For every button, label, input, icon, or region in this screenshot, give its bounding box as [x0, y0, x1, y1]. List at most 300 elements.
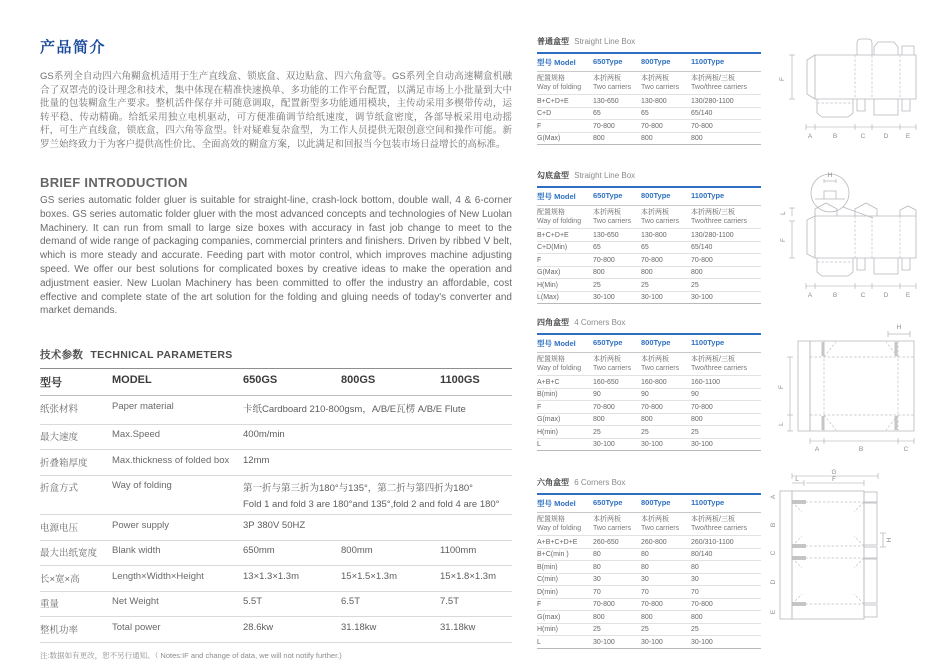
dim-label: H(min) — [537, 626, 558, 633]
header-model: 型号 Model — [537, 499, 576, 508]
value-650: 800 — [593, 269, 605, 276]
config-label: 配置规格 Way of folding — [537, 209, 582, 225]
value-650: 130-650 — [593, 231, 619, 239]
value-650: 65 — [593, 110, 601, 117]
value-800: 800 — [641, 613, 653, 621]
value-1100: 25 — [691, 626, 699, 633]
header-800type: 800Type — [641, 338, 671, 347]
value-800: 80 — [641, 551, 649, 558]
dim-label-f: F — [778, 385, 785, 389]
value-650: 30-100 — [593, 294, 615, 301]
param-values — [243, 622, 512, 638]
box-spec-table — [537, 493, 761, 649]
param-value-650: 650mm — [243, 545, 275, 557]
technical-parameters-table — [40, 368, 512, 643]
dim-label: G(Max) — [537, 269, 561, 276]
dim-label: A+B+C — [537, 378, 560, 386]
value-800: 260-800 — [641, 538, 667, 546]
dim-label: G(max) — [537, 416, 561, 423]
config-1100: 本折两板/三板 Two/three carriers — [691, 75, 748, 91]
dim-label: F — [537, 256, 542, 264]
param-value-1100 — [440, 429, 512, 445]
value-800: 800 — [641, 416, 653, 423]
box-title-cn: 六角盒型 — [537, 478, 569, 487]
value-650: 30-100 — [593, 638, 615, 646]
header-800type: 800Type — [641, 498, 671, 507]
crash-lock-box-diagram — [770, 166, 922, 306]
dim-label-c: C — [860, 133, 866, 140]
value-650: 130-650 — [593, 97, 619, 105]
value-650: 70-800 — [593, 601, 615, 608]
header-1100type: 1100Type — [691, 338, 725, 347]
box-table-row — [537, 624, 761, 637]
header-model: 型号 Model — [537, 58, 576, 67]
box-table-row — [537, 95, 761, 108]
header-model-en: MODEL — [112, 374, 152, 387]
tech-heading-en: TECHNICAL PARAMETERS — [90, 349, 233, 362]
param-values — [243, 520, 512, 536]
header-650type: 650Type — [593, 57, 623, 66]
value-650: 800 — [593, 135, 605, 142]
param-values — [243, 429, 512, 445]
value-1100: 70-800 — [691, 601, 713, 608]
value-1100: 30-100 — [691, 638, 713, 646]
header-800type: 800Type — [641, 57, 671, 66]
dim-label: L — [537, 441, 541, 448]
param-value-800 — [341, 401, 440, 420]
value-800: 90 — [641, 391, 649, 398]
value-800: 130-800 — [641, 231, 667, 239]
param-value-650: 13×1.3×1.3m — [243, 570, 299, 582]
dim-label: L — [537, 638, 541, 646]
box-table-body — [537, 229, 761, 303]
box-table-row — [537, 599, 761, 612]
param-name-cn: 长×宽×高 — [40, 573, 80, 585]
header-models — [243, 374, 512, 386]
param-value-1100: 1100mm — [440, 545, 477, 557]
box-table-row — [537, 133, 761, 145]
box-config-row — [537, 513, 761, 537]
dim-label-a: A — [814, 446, 820, 453]
param-value-650: 5.5T — [243, 596, 263, 608]
value-800: 25 — [641, 281, 649, 289]
dim-label-d: D — [883, 133, 889, 140]
value-650: 260-650 — [593, 538, 619, 546]
param-values — [243, 455, 512, 471]
dim-label-d: D — [770, 579, 777, 585]
param-value-800: 800mm — [341, 545, 373, 557]
dim-label: C+D(Min) — [537, 244, 568, 251]
param-value-650: 400m/min — [243, 429, 285, 441]
box-table-row — [537, 414, 761, 427]
value-1100: 130/280-1100 — [691, 97, 734, 105]
tech-heading-cn: 技术参数 — [40, 349, 84, 362]
four-corners-box-diagram — [770, 313, 922, 455]
value-800: 800 — [641, 269, 653, 276]
config-1100: 本折两板/三板 Two/three carriers — [691, 209, 748, 225]
value-650: 800 — [593, 416, 605, 423]
header-model: 型号 Model — [537, 192, 576, 201]
value-800: 80 — [641, 563, 649, 571]
value-1100: 80 — [691, 563, 699, 571]
header-model: 型号 Model — [537, 339, 576, 348]
param-value-1100: 31.18kw — [440, 621, 476, 633]
dim-label-c: C — [770, 550, 777, 556]
param-value-1100: 7.5T — [440, 596, 460, 608]
config-800: 本折两板 Two carriers — [641, 516, 680, 532]
box-table-row — [537, 242, 761, 255]
box-title-cn: 普通盒型 — [537, 37, 569, 46]
dim-label-d: D — [883, 292, 889, 299]
product-intro-body-cn: GS系列全自动四六角糊盒机适用于生产直线盒、锁底盒、双边贴盒、四六角盒等。GS系列全自动高速糊盒机融合了双罩壳的设计理念和技术，集中体现在精准快速换单、多功能的工作平台配置，以满足市场上小批量到大中批量的包装糊盒生产要求。整机活件保存并可随意调取，配置新型多功能通用模块，主传动采用多楔带传动，运转平稳、传动精确。给纸采用独立电机驱动，可方便准确调节给纸速度，调节纸盒密度，各部导板采用电动摇杆，可生产直线盒，锁底盒，四六角等盒型。针对疑难复杂盒型，为工作人员提供无限创意空间和操作可能。新罗兰始终致力于为客户提供高性价比、全面高效的糊盒方案，以此满足和回报当今包装市场日益增长的高标准。 — [40, 71, 512, 150]
dim-label: C+D — [537, 110, 552, 117]
header-800type: 800Type — [641, 191, 671, 200]
box-table-row — [537, 636, 761, 648]
value-800: 30 — [641, 576, 649, 583]
value-1100: 30 — [691, 576, 699, 583]
box-config-row — [537, 353, 761, 377]
value-800: 160-800 — [641, 378, 667, 386]
param-value-650: 12mm — [243, 454, 270, 466]
param-name-cn: 最大速度 — [40, 432, 79, 444]
dim-label: G(Max) — [537, 135, 561, 142]
value-650: 160-650 — [593, 378, 619, 386]
param-values — [243, 480, 512, 510]
dim-label-a: A — [770, 494, 777, 500]
value-800: 800 — [641, 135, 653, 142]
box-table-row — [537, 611, 761, 624]
header-650type: 650Type — [593, 191, 623, 200]
value-800: 70 — [641, 588, 649, 596]
value-800: 70-800 — [641, 601, 663, 608]
param-value-650: 28.6kw — [243, 621, 274, 633]
product-intro-body-en: GS series automatic folder gluer is suitable for straight-line, crash-lock bottom, double wall, 4 & 6-corner boxes. GS series automatic folder gluer with the most advanced concepts and technologies of New Luolan Machinery. It can run from small to large size boxes with accuracy in fast job change to meet to the demand of wide range of packaging companies, commercial printers and finishers. Driven by ribbed V belt, which is more steady and accurate. Feeding part with motor control, which improves machine adjusting speed. We offer our best solutions for complicated boxes by creative ideas to make the operation and adjustment easier. New Luolan Machinery has been committed to offer the industry an affordable, cost effective and complete state of the art solution for the folding and gluing needs of today's converter and market demands. — [40, 195, 512, 317]
config-650: 本折两板 Two carriers — [593, 516, 632, 532]
value-1100: 800 — [691, 269, 703, 276]
box-spec-table — [537, 52, 761, 145]
dim-label-a: A — [807, 133, 813, 140]
param-value-800: 15×1.5×1.3m — [341, 570, 397, 582]
param-name-cn: 最大出纸宽度 — [40, 548, 98, 560]
tech-table-header-row — [40, 368, 512, 396]
box-table-header-row — [537, 335, 761, 353]
box-title-en: Straight Line Box — [574, 171, 636, 180]
param-values — [243, 571, 512, 587]
dim-label-f: F — [780, 238, 787, 242]
tech-table-row — [40, 541, 512, 567]
dim-label: A+B+C+D+E — [537, 538, 578, 546]
param-name-cn: 电源电压 — [40, 522, 79, 534]
dim-label: G(max) — [537, 613, 561, 621]
box-title-cn: 四角盒型 — [537, 318, 569, 327]
value-1100: 70-800 — [691, 256, 713, 264]
box-title-en: Straight Line Box — [574, 37, 636, 46]
box-table-row — [537, 549, 761, 562]
brief-introduction-title: BRIEF INTRODUCTION — [40, 175, 188, 190]
param-value-1100 — [440, 401, 512, 420]
box-section-6-corners — [537, 469, 925, 649]
box-table-body — [537, 95, 761, 144]
tech-table-row — [40, 425, 512, 451]
value-1100: 800 — [691, 135, 703, 142]
value-650: 70 — [593, 588, 601, 596]
box-table-header-row — [537, 188, 761, 206]
value-1100: 25 — [691, 281, 699, 289]
value-1100: 25 — [691, 428, 699, 436]
box-section-crash-lock — [537, 170, 925, 304]
box-section-straight-line — [537, 36, 925, 145]
param-value-650: 第一折与第三折为180°与135°，第二折与第四折为180° Fold 1 and fold 3 are 180°and 135°,fold 2 and fold 4 are 180° — [243, 483, 500, 511]
value-650: 800 — [593, 613, 605, 621]
param-name-en: Blank width — [112, 545, 161, 557]
value-650: 25 — [593, 626, 601, 633]
dim-label-b: B — [770, 522, 777, 528]
dim-label-c: C — [860, 292, 866, 299]
value-650: 70-800 — [593, 122, 615, 130]
box-table-row — [537, 279, 761, 292]
value-1100: 80/140 — [691, 551, 713, 558]
box-table-row — [537, 120, 761, 133]
tech-table-body — [40, 396, 512, 643]
dim-label-e: E — [905, 133, 911, 140]
dim-label: B+C+D+E — [537, 231, 569, 239]
dim-label-c: C — [903, 446, 909, 453]
param-values — [243, 596, 512, 612]
value-650: 30 — [593, 576, 601, 583]
value-650: 80 — [593, 563, 601, 571]
dim-label-b: B — [832, 133, 838, 140]
value-1100: 70-800 — [691, 403, 713, 411]
config-800: 本折两板 Two carriers — [641, 356, 680, 372]
value-1100: 260/310-1100 — [691, 538, 734, 546]
tech-table-row — [40, 450, 512, 476]
box-section-4-corners — [537, 317, 925, 451]
box-title-en: 4 Corners Box — [574, 318, 626, 327]
header-1100type: 1100Type — [691, 191, 725, 200]
param-name-cn: 折叠箱厚度 — [40, 457, 88, 469]
param-name-en: Power supply — [112, 519, 170, 531]
box-table-row — [537, 389, 761, 402]
param-value-800: 31.18kw — [341, 621, 377, 633]
box-table-body — [537, 536, 761, 648]
box-table-row — [537, 561, 761, 574]
config-650: 本折两板 Two carriers — [593, 356, 632, 372]
value-800: 30-100 — [641, 294, 663, 301]
tech-table-row — [40, 396, 512, 425]
value-650: 90 — [593, 391, 601, 398]
header-800gs: 800GS — [341, 374, 376, 387]
box-spec-table — [537, 186, 761, 304]
param-value-800: 6.5T — [341, 596, 361, 608]
param-values — [243, 401, 512, 420]
value-1100: 90 — [691, 391, 699, 398]
config-800: 本折两板 Two carriers — [641, 209, 680, 225]
config-650: 本折两板 Two carriers — [593, 75, 632, 91]
dim-label: H(min) — [537, 428, 558, 436]
value-1100: 130/280-1100 — [691, 231, 734, 239]
param-value-1100 — [440, 455, 512, 471]
dim-label-h: H — [827, 172, 833, 179]
value-800: 30-100 — [641, 638, 663, 646]
dim-label: F — [537, 122, 542, 130]
page-title: 产品简介 — [40, 39, 107, 56]
dim-label: L(Max) — [537, 294, 559, 301]
config-label: 配置规格 Way of folding — [537, 356, 582, 372]
header-650gs: 650GS — [243, 374, 278, 387]
box-table-header-row — [537, 54, 761, 72]
dim-label-g: G — [831, 469, 837, 476]
dim-label: B+C(min ) — [537, 551, 569, 558]
dim-label-a: A — [807, 292, 813, 299]
value-800: 130-800 — [641, 97, 667, 105]
config-650: 本折两板 Two carriers — [593, 209, 632, 225]
value-800: 70-800 — [641, 256, 663, 264]
value-1100: 70 — [691, 588, 699, 596]
value-1100: 30-100 — [691, 441, 713, 448]
dim-label: F — [537, 403, 542, 411]
param-value-800 — [341, 520, 440, 536]
box-title-cn: 勾底盒型 — [537, 171, 569, 180]
box-table-row — [537, 267, 761, 280]
dim-label-e: E — [905, 292, 911, 299]
dim-label-l: L — [780, 211, 787, 215]
value-650: 25 — [593, 281, 601, 289]
dim-label-b: B — [858, 446, 864, 453]
tech-table-row — [40, 515, 512, 541]
box-spec-table — [537, 333, 761, 451]
box-table-row — [537, 229, 761, 242]
value-650: 25 — [593, 428, 601, 436]
param-value-1100 — [440, 480, 512, 510]
param-value-1100 — [440, 520, 512, 536]
dim-label: F — [537, 601, 542, 608]
param-value-650: 3P 380V 50HZ — [243, 519, 306, 531]
param-values — [243, 545, 512, 561]
footnote: 注:数据如有更改，恕不另行通知。（ Notes:IF and change of data, we will not notify further.) — [40, 650, 342, 660]
value-800: 30-100 — [641, 441, 663, 448]
dim-label: H(Min) — [537, 281, 558, 289]
header-1100type: 1100Type — [691, 498, 725, 507]
box-table-row — [537, 574, 761, 587]
box-table-row — [537, 292, 761, 304]
dim-label: D(min) — [537, 588, 558, 596]
tech-table-row — [40, 566, 512, 592]
box-table-row — [537, 254, 761, 267]
box-table-row — [537, 108, 761, 121]
dim-label-h: H — [886, 537, 893, 543]
box-table-header-row — [537, 495, 761, 513]
box-table-row — [537, 401, 761, 414]
box-title-en: 6 Corners Box — [574, 478, 626, 487]
box-table-row — [537, 536, 761, 549]
value-650: 65 — [593, 244, 601, 251]
dim-label-h: H — [896, 324, 902, 331]
param-name-cn: 折盒方式 — [40, 483, 79, 495]
tech-table-row — [40, 592, 512, 618]
straight-line-box-diagram — [770, 27, 922, 147]
box-specs-column — [537, 36, 925, 649]
dim-label-f: F — [832, 476, 836, 483]
value-1100: 65/140 — [691, 110, 713, 117]
header-model-cn: 型号 — [40, 377, 62, 390]
header-650type: 650Type — [593, 338, 623, 347]
param-name-en: Way of folding — [112, 480, 172, 492]
param-name-en: Net Weight — [112, 596, 159, 608]
param-name-en: Total power — [112, 621, 161, 633]
value-1100: 65/140 — [691, 244, 713, 251]
value-1100: 30-100 — [691, 294, 713, 301]
value-650: 70-800 — [593, 403, 615, 411]
value-650: 80 — [593, 551, 601, 558]
header-1100type: 1100Type — [691, 57, 725, 66]
value-650: 30-100 — [593, 441, 615, 448]
config-800: 本折两板 Two carriers — [641, 75, 680, 91]
box-table-row — [537, 426, 761, 439]
dim-label-f: F — [779, 77, 786, 81]
box-table-body — [537, 376, 761, 450]
technical-parameters-heading — [40, 347, 512, 362]
header-1100gs: 1100GS — [440, 374, 480, 387]
main-column — [40, 36, 512, 661]
value-800: 25 — [641, 626, 649, 633]
param-name-en: Max.Speed — [112, 429, 161, 441]
value-1100: 70-800 — [691, 122, 713, 130]
param-name-cn: 重量 — [40, 599, 60, 611]
dim-label-l: L — [778, 422, 785, 426]
value-800: 70-800 — [641, 403, 663, 411]
dim-label-b: B — [832, 292, 838, 299]
dim-label: B+C+D+E — [537, 97, 569, 105]
box-config-row — [537, 72, 761, 96]
tech-table-row — [40, 617, 512, 643]
box-table-row — [537, 586, 761, 599]
six-corners-box-diagram — [770, 469, 930, 641]
header-650type: 650Type — [593, 498, 623, 507]
config-label: 配置规格 Way of folding — [537, 75, 582, 91]
dim-label: C(min) — [537, 576, 558, 583]
value-650: 70-800 — [593, 256, 615, 264]
dim-label-e: E — [770, 609, 777, 615]
box-table-row — [537, 376, 761, 389]
param-name-en: Paper material — [112, 400, 174, 412]
param-value-800 — [341, 455, 440, 471]
value-800: 70-800 — [641, 122, 663, 130]
param-name-en: Max.thickness of folded box — [112, 454, 230, 466]
value-800: 25 — [641, 428, 649, 436]
param-name-cn: 纸张材料 — [40, 403, 79, 415]
dim-label: B(min) — [537, 563, 558, 571]
param-value-800 — [341, 429, 440, 445]
param-value-650: 卡纸Cardboard 210-800gsm，A/B/E瓦楞 A/B/E Flute — [243, 403, 466, 415]
param-value-800 — [341, 480, 440, 510]
config-label: 配置规格 Way of folding — [537, 516, 582, 532]
box-config-row — [537, 206, 761, 230]
value-800: 65 — [641, 244, 649, 251]
param-name-cn: 整机功率 — [40, 624, 79, 636]
value-1100: 800 — [691, 613, 703, 621]
dim-label: B(min) — [537, 391, 558, 398]
config-1100: 本折两板/三板 Two/three carriers — [691, 516, 748, 532]
value-1100: 160-1100 — [691, 378, 721, 386]
value-1100: 800 — [691, 416, 703, 423]
param-name-en: Length×Width×Height — [112, 570, 204, 582]
config-1100: 本折两板/三板 Two/three carriers — [691, 356, 748, 372]
dim-label-l: L — [795, 476, 799, 483]
param-value-1100: 15×1.8×1.3m — [440, 570, 496, 582]
value-800: 65 — [641, 110, 649, 117]
box-table-row — [537, 439, 761, 451]
tech-table-row — [40, 476, 512, 516]
